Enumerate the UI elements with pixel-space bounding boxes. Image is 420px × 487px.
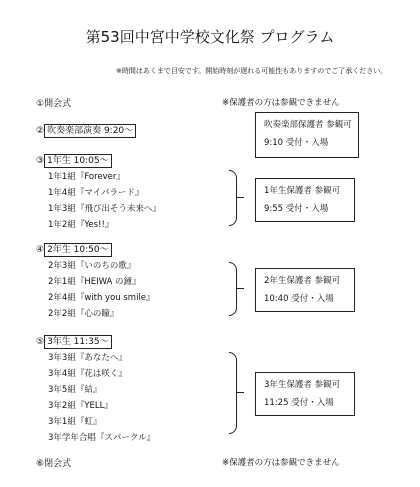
grade3-bracket <box>229 352 237 434</box>
grade1-box-line2: 9:55 受付・入場 <box>264 204 329 214</box>
grade1-item: 1年2組『Yes!!』 <box>48 220 114 230</box>
grade3-box-line2: 11:25 受付・入場 <box>264 398 334 408</box>
grade1-number: ③ <box>36 156 45 166</box>
grade2-section <box>36 242 112 255</box>
closing-ceremony: ⑥閉会式 <box>36 459 72 469</box>
brass-box-line2: 9:10 受付・入場 <box>264 138 329 148</box>
grade2-box-line2: 10:40 受付・入場 <box>264 294 334 304</box>
grade2-bracket-tick <box>237 288 244 289</box>
brass-parent-box <box>255 112 359 158</box>
grade1-section <box>36 153 112 166</box>
grade3-bracket-tick <box>237 392 244 393</box>
grade1-bracket <box>229 170 237 226</box>
brass-heading: 吹奏楽部演奏 9:20〜 <box>44 124 136 138</box>
grade1-parent-box <box>255 178 355 222</box>
grade3-box-line1: 3年生保護者 参観可 <box>264 380 341 390</box>
grade2-item: 2年1組『HEIWA の鐘』 <box>48 277 141 287</box>
brass-box-line1: 吹奏楽部保護者 参観可 <box>264 120 352 130</box>
grade3-item: 3年2組『YELL』 <box>48 401 113 411</box>
grade1-item: 1年1組『Forever』 <box>48 172 125 182</box>
grade1-heading: 1年生 10:05〜 <box>44 154 112 168</box>
grade3-parent-box <box>255 372 355 416</box>
grade1-item: 1年3組『飛び出そう未来へ』 <box>48 204 161 214</box>
grade2-box-line1: 2年生保護者 参観可 <box>264 276 341 286</box>
grade3-heading: 3年生 11:35〜 <box>44 335 112 349</box>
grade1-item: 1年4組『マイパラード』 <box>48 188 144 198</box>
grade2-bracket <box>229 262 237 316</box>
brass-number: ② <box>36 126 45 136</box>
grade2-heading: 2年生 10:50〜 <box>44 243 112 257</box>
grade2-number: ④ <box>36 245 45 255</box>
grade3-item: 3年3組『あなたへ』 <box>48 353 127 363</box>
grade1-bracket-tick <box>237 197 244 198</box>
grade2-item: 2年3組『いのちの歌』 <box>48 261 136 271</box>
brass-section <box>36 123 136 136</box>
grade1-box-line1: 1年生保護者 参観可 <box>264 186 341 196</box>
grade3-item: 3年学年合唱『スパークル』 <box>48 433 156 443</box>
grade2-parent-box <box>255 268 355 312</box>
grade2-item: 2年4組『with you smile』 <box>48 293 155 303</box>
timing-note: ※時間はあくまで目安です。開始時刻が遅れる可能性もありますのでご了承ください。 <box>116 67 388 75</box>
grade3-item: 3年1組『虹』 <box>48 417 102 427</box>
grade3-item: 3年5組『結』 <box>48 385 102 395</box>
opening-ceremony: ①開会式 <box>36 99 72 109</box>
opening-parent-note: ※保護者の方は参観できません <box>222 98 340 108</box>
grade3-section <box>36 334 112 347</box>
grade3-item: 3年4組『花は咲く』 <box>48 369 127 379</box>
page-title: 第53回中宮中学校文化祭 プログラム <box>85 28 335 46</box>
closing-parent-note: ※保護者の方は参観できません <box>222 458 340 468</box>
grade3-number: ⑤ <box>36 337 45 347</box>
grade2-item: 2年2組『心の瞳』 <box>48 309 119 319</box>
